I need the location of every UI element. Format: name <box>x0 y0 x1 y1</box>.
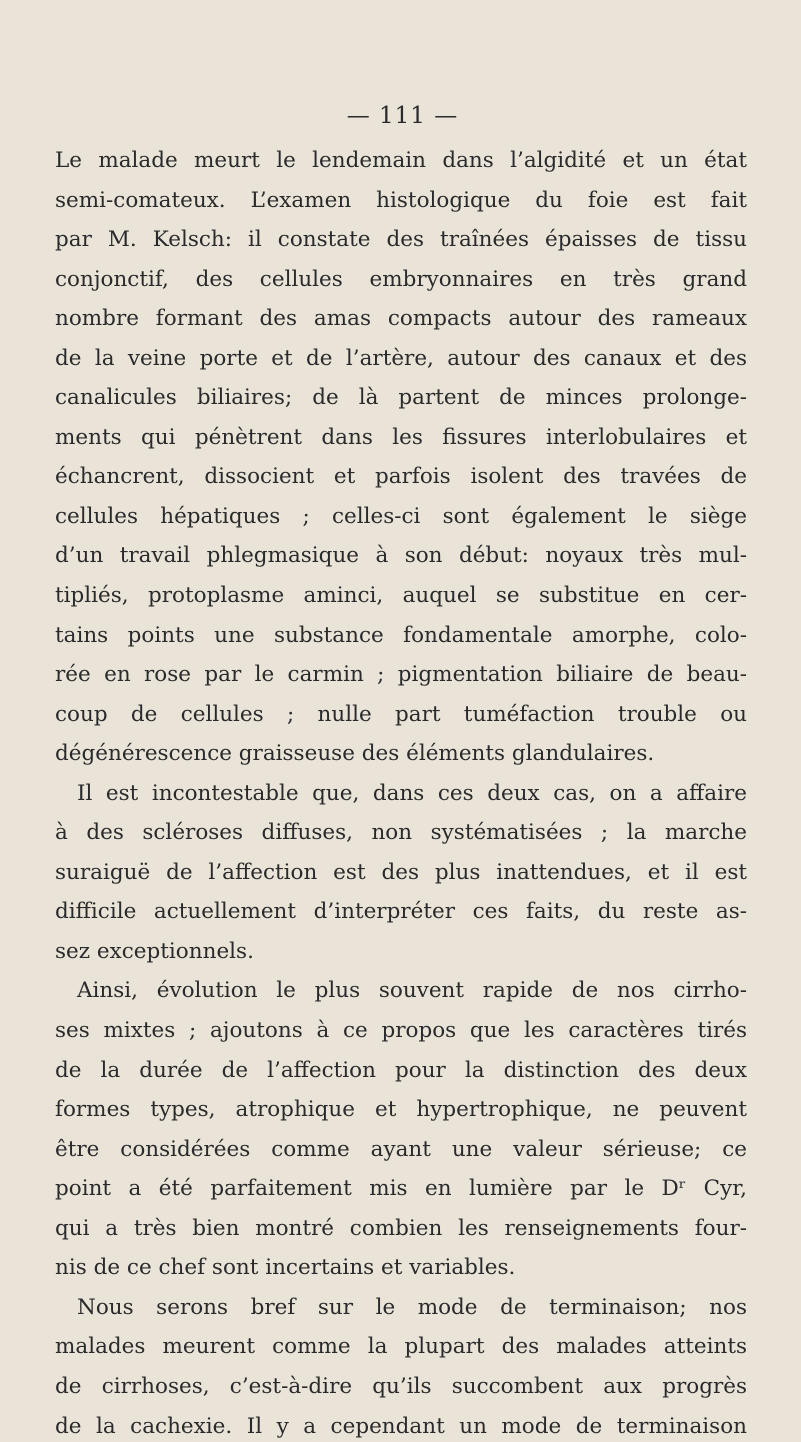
text-line: qui a très bien montré combien les renseignements four- <box>55 1215 747 1241</box>
text-line: tipliés, protoplasme aminci, auquel se substitue en cer- <box>55 583 747 609</box>
text-line: semi-comateux. L’examen histologique du foie est fait <box>55 187 747 213</box>
text-line: nombre formant des amas compacts autour des rameaux <box>55 306 747 332</box>
text-line: être considérées comme ayant une valeur sérieuse; ce <box>55 1136 747 1162</box>
text-line: Nous serons bref sur le mode de terminaison; nos <box>77 1294 747 1320</box>
body-text <box>55 141 747 1442</box>
text-line: de cirrhoses, c’est-à-dire qu’ils succombent aux progrès <box>55 1373 747 1399</box>
text-line: de la durée de l’affection pour la distinction des deux <box>55 1057 747 1083</box>
text-line: point a été parfaitement mis en lumière par le Dʳ Cyr, <box>55 1176 747 1202</box>
page-number: — 111 — <box>346 103 459 129</box>
text-line: échancrent, dissocient et parfois isolent des travées de <box>55 464 747 490</box>
text-line: à des scléroses diffuses, non systématisées ; la marche <box>55 820 747 846</box>
text-line: formes types, atrophique et hypertrophique, ne peuvent <box>55 1097 747 1123</box>
text-line: conjonctif, des cellules embryonnaires en très grand <box>55 266 747 292</box>
paragraph-4 <box>55 1288 747 1442</box>
text-line: ments qui pénètrent dans les fissures interlobulaires et <box>55 424 747 450</box>
text-line: par M. Kelsch: il constate des traînées épaisses de tissu <box>55 227 747 253</box>
text-line: rée en rose par le carmin ; pigmentation biliaire de beau- <box>55 662 747 688</box>
text-line: cellules hépatiques ; celles-ci sont également le siège <box>55 503 747 529</box>
text-line: canalicules biliaires; de là partent de minces prolonge- <box>55 385 747 411</box>
text-line: dégénérescence graisseuse des éléments glandulaires. <box>55 741 655 767</box>
text-line: nis de ce chef sont incertains et variables. <box>55 1255 516 1281</box>
text-line: malades meurent comme la plupart des malades atteints <box>55 1334 747 1360</box>
text-line: tains points une substance fondamentale amorphe, colo- <box>55 622 747 648</box>
text-line: Ainsi, évolution le plus souvent rapide de nos cirrho- <box>77 978 747 1004</box>
text-line: Le malade meurt le lendemain dans l’algidité et un état <box>55 148 747 173</box>
text-line: coup de cellules ; nulle part tuméfaction trouble ou <box>55 701 747 727</box>
text-line: de la cachexie. Il y a cependant un mode de terminaison <box>55 1413 747 1439</box>
text-line: suraiguë de l’affection est des plus inattendues, et il est <box>55 859 747 885</box>
paragraph-1 <box>55 141 747 774</box>
text-line: sez exceptionnels. <box>55 938 254 964</box>
paragraph-3 <box>55 971 747 1287</box>
text-line: d’un travail phlegmasique à son début: noyaux très mul- <box>55 543 747 569</box>
text-line: de la veine porte et de l’artère, autour des canaux et des <box>55 345 747 371</box>
text-line: Il est incontestable que, dans ces deux cas, on a affaire <box>77 780 747 806</box>
text-line: ses mixtes ; ajoutons à ce propos que les caractères tirés <box>55 1018 747 1044</box>
text-line: difficile actuellement d’interpréter ces faits, du reste as- <box>55 899 747 925</box>
paragraph-2 <box>55 774 747 972</box>
